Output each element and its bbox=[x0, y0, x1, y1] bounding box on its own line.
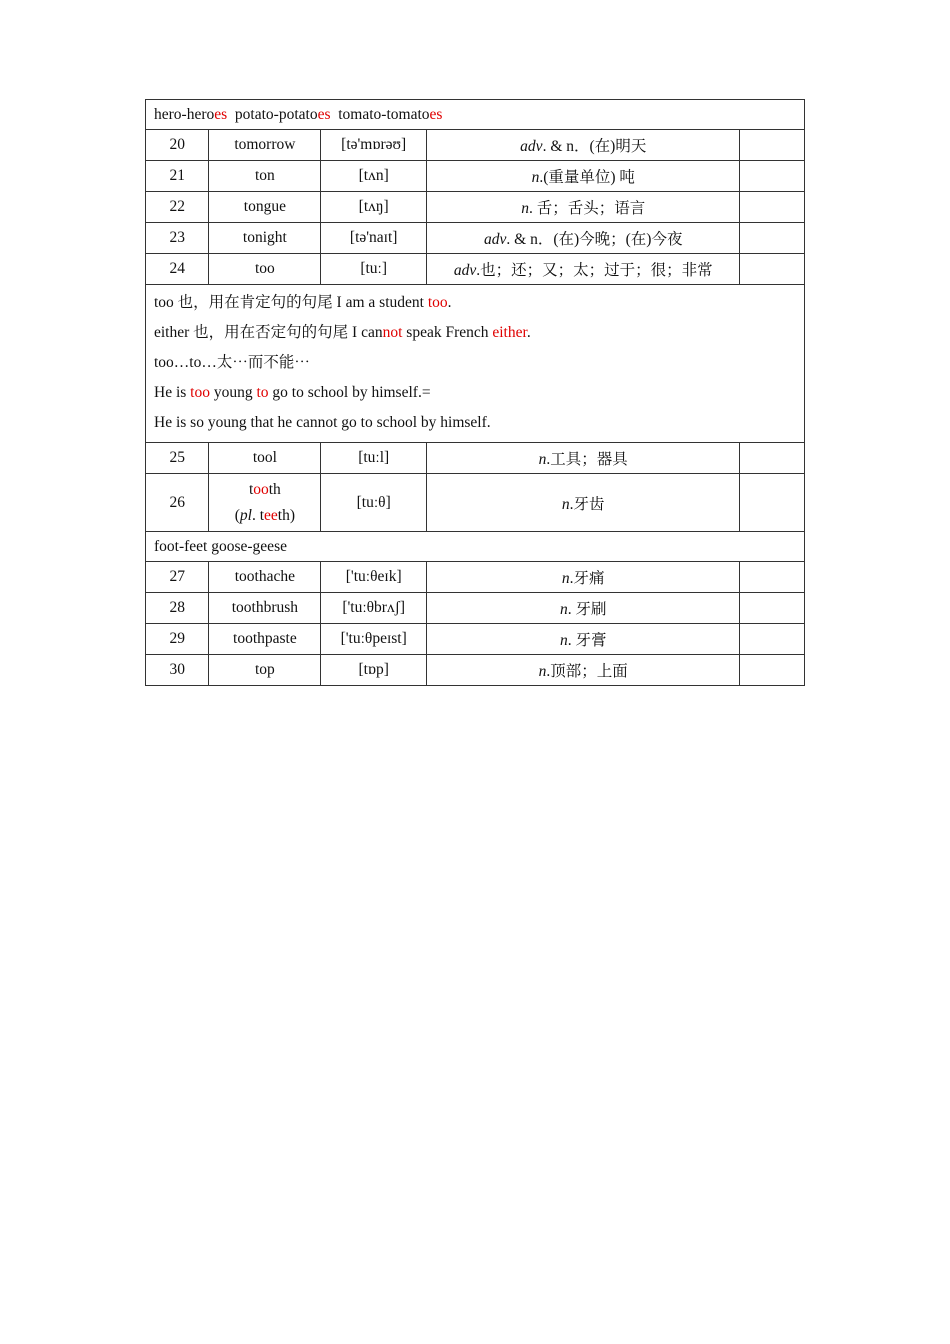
blank-cell bbox=[740, 474, 805, 532]
phonetic: [tʌŋ] bbox=[321, 192, 427, 223]
word-number: 22 bbox=[146, 192, 209, 223]
table-row bbox=[146, 443, 805, 474]
definition: n.工具；器具 bbox=[427, 443, 740, 474]
word-number: 21 bbox=[146, 161, 209, 192]
phonetic: ['tuːθeɪk] bbox=[321, 562, 427, 593]
plural-note-row bbox=[146, 100, 805, 130]
phonetic: [tə'mɒrəʊ] bbox=[321, 130, 427, 161]
definition: adv. & n．(在)明天 bbox=[427, 130, 740, 161]
word-number: 20 bbox=[146, 130, 209, 161]
table-row bbox=[146, 161, 805, 192]
word: too bbox=[209, 254, 321, 285]
definition: n.牙痛 bbox=[427, 562, 740, 593]
table-row bbox=[146, 562, 805, 593]
word-number: 23 bbox=[146, 223, 209, 254]
blank-cell bbox=[740, 562, 805, 593]
phonetic: ['tuːθpeɪst] bbox=[321, 624, 427, 655]
plural-note-row bbox=[146, 532, 805, 562]
word-number: 29 bbox=[146, 624, 209, 655]
usage-line-example-1: He is too young to go to school by himself.= bbox=[154, 384, 431, 401]
table-row bbox=[146, 593, 805, 624]
blank-cell bbox=[740, 254, 805, 285]
word-number: 24 bbox=[146, 254, 209, 285]
word-number: 30 bbox=[146, 655, 209, 686]
phonetic: [tuːθ] bbox=[321, 474, 427, 532]
table-row bbox=[146, 254, 805, 285]
plural-note: foot-feet goose-geese bbox=[146, 532, 805, 562]
definition: n. 舌；舌头；语言 bbox=[427, 192, 740, 223]
table-row bbox=[146, 655, 805, 686]
phonetic: [tuː] bbox=[321, 254, 427, 285]
word: toothpaste bbox=[209, 624, 321, 655]
phonetic: [tuːl] bbox=[321, 443, 427, 474]
definition: adv.也；还；又；太；过于；很；非常 bbox=[427, 254, 740, 285]
table-row bbox=[146, 474, 805, 532]
blank-cell bbox=[740, 655, 805, 686]
definition: adv. & n．(在)今晚；(在)今夜 bbox=[427, 223, 740, 254]
word: top bbox=[209, 655, 321, 686]
word-number: 25 bbox=[146, 443, 209, 474]
phonetic: [tə'naɪt] bbox=[321, 223, 427, 254]
blank-cell bbox=[740, 593, 805, 624]
definition: n.(重量单位) 吨 bbox=[427, 161, 740, 192]
word-number: 28 bbox=[146, 593, 209, 624]
table-row bbox=[146, 130, 805, 161]
blank-cell bbox=[740, 130, 805, 161]
definition: n.顶部；上面 bbox=[427, 655, 740, 686]
blank-cell bbox=[740, 223, 805, 254]
usage-line-example-2: He is so young that he cannot go to school by himself. bbox=[154, 414, 491, 431]
blank-cell bbox=[740, 443, 805, 474]
word-number: 26 bbox=[146, 474, 209, 532]
table-row bbox=[146, 192, 805, 223]
definition: n. 牙膏 bbox=[427, 624, 740, 655]
blank-cell bbox=[740, 192, 805, 223]
definition: n. 牙刷 bbox=[427, 593, 740, 624]
phonetic: [tʌn] bbox=[321, 161, 427, 192]
word: tongue bbox=[209, 192, 321, 223]
blank-cell bbox=[740, 624, 805, 655]
word: ton bbox=[209, 161, 321, 192]
phonetic: ['tuːθbrʌʃ] bbox=[321, 593, 427, 624]
word: tooth (pl. teeth) bbox=[209, 474, 321, 532]
word-number: 27 bbox=[146, 562, 209, 593]
word: tool bbox=[209, 443, 321, 474]
table-row bbox=[146, 624, 805, 655]
usage-note-row bbox=[146, 285, 805, 443]
word: toothache bbox=[209, 562, 321, 593]
usage-line-either: either 也，用在否定句的句尾 I cannot speak French either. bbox=[154, 324, 531, 341]
usage-line-too: too 也，用在肯定句的句尾 I am a student too. bbox=[154, 294, 452, 311]
table-row bbox=[146, 223, 805, 254]
definition: n.牙齿 bbox=[427, 474, 740, 532]
usage-line-pattern: too…to…太⋯而不能⋯ bbox=[154, 354, 310, 371]
blank-cell bbox=[740, 161, 805, 192]
phonetic: [tɒp] bbox=[321, 655, 427, 686]
plural-note: hero-heroes potato-potatoes tomato-tomatoes bbox=[146, 100, 805, 130]
word: tomorrow bbox=[209, 130, 321, 161]
usage-note bbox=[146, 285, 805, 443]
vocabulary-table bbox=[145, 99, 805, 686]
word: tonight bbox=[209, 223, 321, 254]
word: toothbrush bbox=[209, 593, 321, 624]
